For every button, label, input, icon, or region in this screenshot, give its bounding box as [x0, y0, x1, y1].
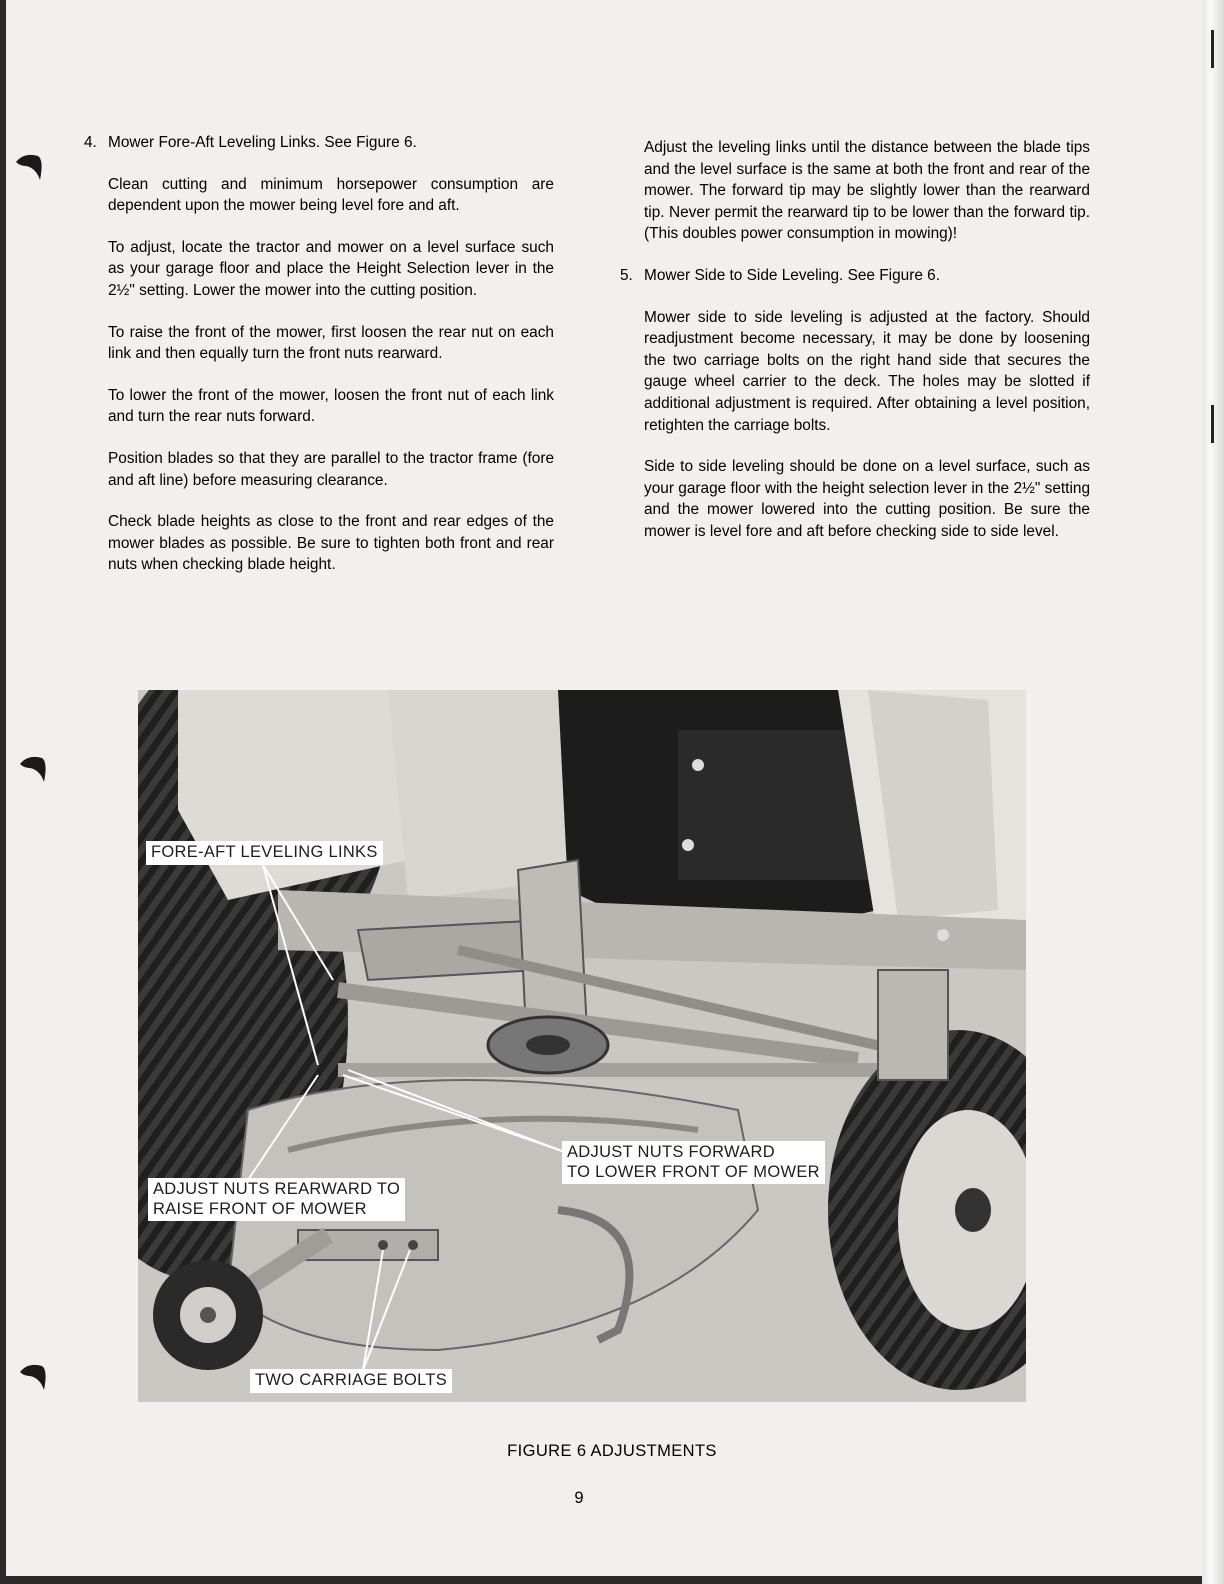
paragraph: To raise the front of the mower, first loosen the rear nut on each link and then equally turn the front nuts rearward. — [108, 323, 554, 363]
paragraph: Clean cutting and minimum horsepower consumption are dependent upon the mower being level fore and aft. — [108, 175, 554, 215]
callout-adjust-nuts-rearward: ADJUST NUTS REARWARD TO RAISE FRONT OF MOWER — [148, 1178, 405, 1221]
section-5-heading — [620, 265, 1090, 287]
paragraph: Check blade heights as close to the front and rear edges of the mower blades as possible. Be sure to tighten both front and rear nuts when checking blade height. — [108, 513, 554, 574]
callout-fore-aft-leveling-links: FORE-AFT LEVELING LINKS — [146, 841, 383, 865]
paragraph: Position blades so that they are parallel to the tractor frame (fore and aft line) before measuring clearance. — [108, 449, 554, 489]
paragraph: To lower the front of the mower, loosen the front nut of each link and turn the rear nuts forward. — [108, 386, 554, 426]
callout-adjust-nuts-forward: ADJUST NUTS FORWARD TO LOWER FRONT OF MOWER — [562, 1141, 825, 1184]
right-column — [620, 137, 1090, 563]
section-number: 5. — [620, 266, 633, 284]
paragraph: Adjust the leveling links until the distance between the blade tips and the level surface is the same at both the front and rear of the mower. The forward tip may be slightly lower than the rearward tip. Never permit the rearward tip to be lower than the forward tip. (This doubles power consumption in mowing)! — [644, 139, 1090, 243]
binder-hole-icon — [18, 752, 48, 788]
section-number: 4. — [84, 134, 97, 151]
page-number: 9 — [574, 1489, 584, 1507]
paragraph: Mower side to side leveling is adjusted at the factory. Should readjustment become necessary, it may be done by loosening the two carriage bolts on the right hand side that secures the gauge wheel carrier to the deck. The holes may be slotted if additional adjustment is required. After obtaining a level position, retighten the carriage bolts. — [644, 308, 1090, 434]
edge-mark — [1211, 405, 1214, 443]
paragraph: To adjust, locate the tractor and mower on a level surface such as your garage floor and place the Height Selection lever in the 2½" setting. Lower the mower into the cutting position. — [108, 238, 554, 299]
figure-photo — [138, 690, 1026, 1402]
figure-caption: FIGURE 6 ADJUSTMENTS — [507, 1442, 717, 1460]
edge-mark — [1211, 30, 1214, 68]
section-4-heading — [84, 132, 554, 154]
left-column — [84, 132, 554, 596]
section-title: Mower Side to Side Leveling. See Figure 6. — [644, 266, 941, 284]
mower-photo-illustration — [138, 690, 1026, 1402]
binder-hole-icon — [14, 150, 44, 186]
callout-two-carriage-bolts: TWO CARRIAGE BOLTS — [250, 1369, 452, 1393]
binder-hole-icon — [18, 1360, 48, 1396]
paragraph: Side to side leveling should be done on a level surface, such as your garage floor with the height selection lever in the 2½" setting and the mower lowered into the cutting position. Be sure the mower is level fore and aft before checking side to side level. — [644, 458, 1090, 540]
page-edge-shadow — [1202, 0, 1224, 1584]
section-title: Mower Fore-Aft Leveling Links. See Figure 6. — [108, 134, 417, 151]
